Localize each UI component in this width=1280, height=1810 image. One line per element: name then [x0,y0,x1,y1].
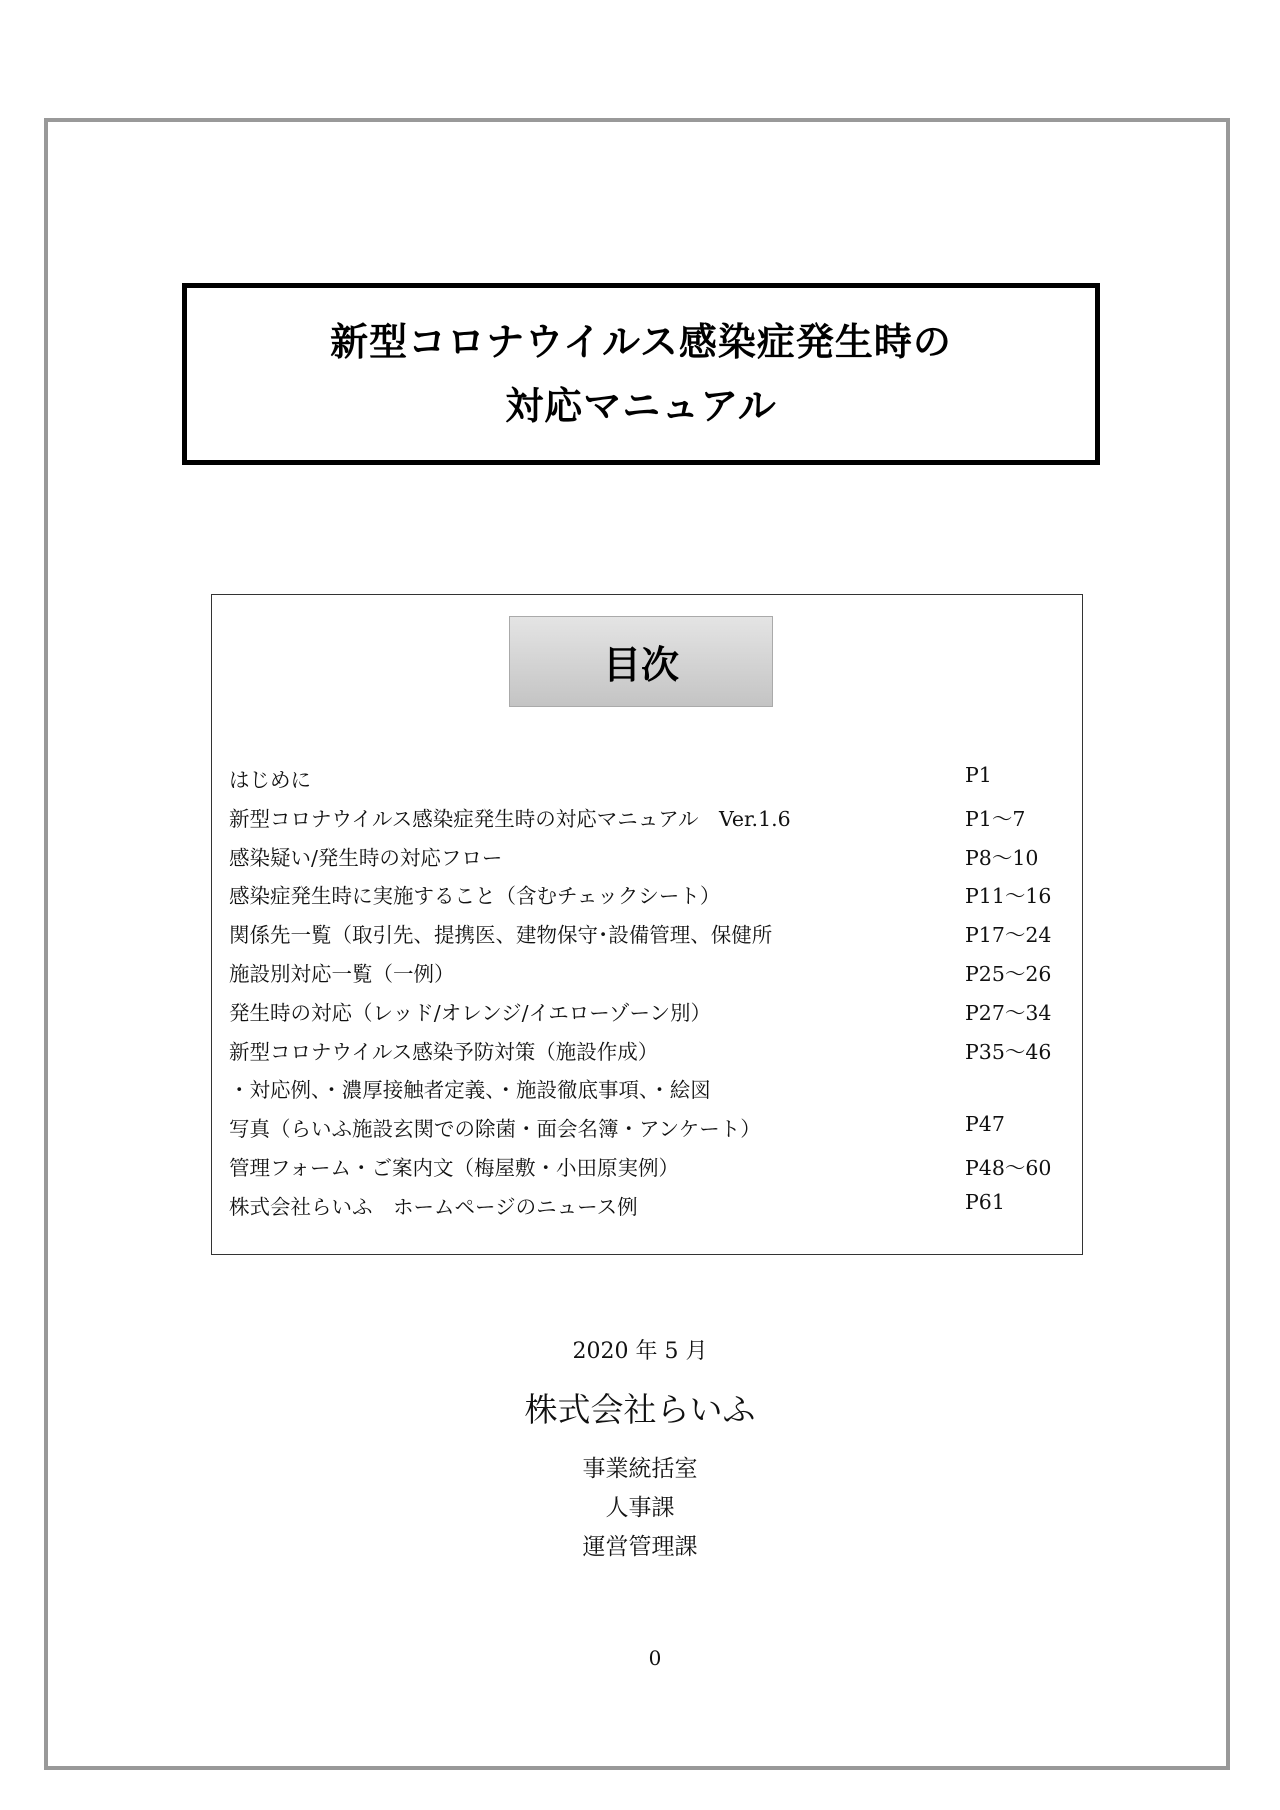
toc-list [229,757,1069,1223]
toc-item-title: 写真（らいふ施設玄関での除菌・面会名簿・アンケート） [229,1117,761,1142]
toc-item-page: P8～10 [965,845,1039,870]
toc-item-title: 管理フォーム・ご案内文（梅屋敷・小田原実例） [229,1155,679,1180]
toc-item-title: 関係先一覧（取引先、提携医、建物保守･設備管理、保健所 [229,923,773,948]
department: 運営管理課 [582,1534,698,1560]
toc-item[interactable] [229,1029,1069,1068]
page-number: 0 [648,1646,662,1670]
toc-item-page: P47 [965,1112,1005,1137]
toc-item-page: P1～7 [965,806,1026,831]
toc-item[interactable] [229,835,1069,874]
title-line-2: 対応マニュアル [505,384,777,428]
toc-item-title: 施設別対応一覧（一例） [229,961,455,986]
toc-item-title: 新型コロナウイルス感染症発生時の対応マニュアル Ver.1.6 [229,806,791,831]
toc-item[interactable] [229,1106,1069,1145]
toc-item[interactable] [229,1184,1069,1223]
toc-item[interactable] [229,912,1069,951]
toc-item[interactable] [229,757,1069,796]
company-name: 株式会社らいふ [524,1390,756,1429]
toc-item-title: 感染疑い/発生時の対応フロー [229,845,503,870]
department: 人事課 [605,1495,675,1521]
toc-item[interactable] [229,951,1069,990]
table-of-contents [211,594,1083,1255]
title-box [182,283,1100,465]
toc-item-title: 株式会社らいふ ホームページのニュース例 [229,1194,638,1219]
toc-item-title: ・対応例、・濃厚接触者定義、・施設徹底事項、・絵図 [229,1078,711,1103]
toc-item-page: P17～24 [965,923,1052,948]
title-line-1: 新型コロナウイルス感染症発生時の [330,320,952,364]
toc-item[interactable] [229,873,1069,912]
toc-item[interactable] [229,1145,1069,1184]
toc-item-title: 感染症発生時に実施すること（含むチェックシート） [229,884,721,909]
toc-item-page: P25～26 [965,961,1052,986]
toc-item-subline [229,1067,1069,1106]
toc-item[interactable] [229,796,1069,835]
toc-item-page: P27～34 [965,1000,1052,1025]
toc-item-page: P1 [965,763,992,787]
toc-item[interactable] [229,990,1069,1029]
toc-item-title: 新型コロナウイルス感染予防対策（施設作成） [229,1039,659,1064]
toc-heading: 目次 [509,616,773,707]
toc-item-page: P61 [965,1189,1005,1214]
publication-date: 2020 年 5 月 [572,1339,708,1364]
toc-item-page: P11～16 [965,884,1052,909]
department: 事業統括室 [582,1456,698,1482]
toc-item-page: P48～60 [965,1155,1052,1180]
toc-item-page: P35～46 [965,1039,1052,1064]
toc-item-title: はじめに [229,768,311,792]
toc-item-title: 発生時の対応（レッド/オレンジ/イエローゾーン別） [229,1000,712,1025]
